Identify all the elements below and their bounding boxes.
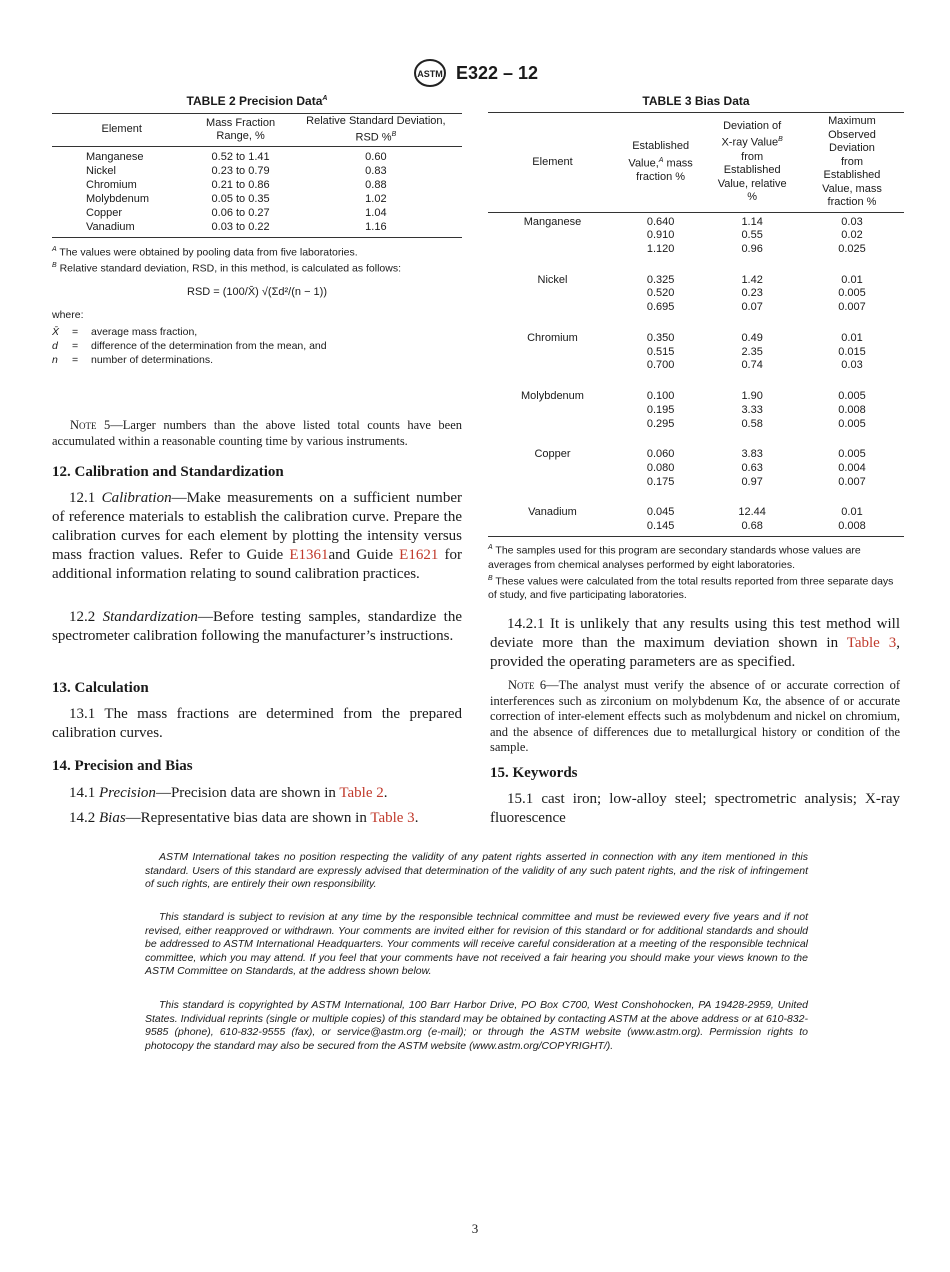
- table-2-precision: [52, 94, 462, 367]
- link-table-3[interactable]: Table 3: [846, 635, 897, 651]
- cell-max-deviation: 0.025: [838, 243, 866, 256]
- designation: E322 – 12: [455, 62, 539, 83]
- cell-max-deviation: 0.005: [838, 287, 866, 300]
- cell-established: 1.120: [646, 243, 675, 256]
- table-row: [488, 271, 904, 288]
- astm-logo-icon: [412, 58, 448, 88]
- table-row: [52, 220, 462, 238]
- group-spacer: [488, 315, 904, 329]
- cell-established: 0.080: [646, 462, 675, 475]
- cell-element: Molybdenum: [520, 390, 584, 403]
- table-row: [488, 503, 904, 520]
- cell-element: [488, 520, 617, 536]
- cell-element: Copper: [534, 448, 571, 461]
- cell-max-deviation: 0.01: [841, 331, 863, 344]
- cell-max-deviation: 0.01: [841, 506, 863, 519]
- footer-copyright-notice: This standard is copyrighted by ASTM International, 100 Barr Harbor Drive, PO Box C700, West Conshohocken, PA 19428-2959, United States. Individual reprints (single or multiple copies) of this standard may be obtained by contacting ASTM at the above address or at 610-832-9585 (phone), 610-832-9555 (fax), or service@astm.org (e-mail); or through the ASTM website (www.astm.org). Permission rights to photocopy the standard may also be secured from the ASTM website (www.astm.org/COPYRIGHT/).: [145, 999, 808, 1052]
- def-equals: =: [72, 353, 79, 366]
- cell-element: Manganese: [86, 150, 144, 163]
- para-13-1: 13.1 The mass fractions are determined from the prepared calibration curves.: [52, 706, 462, 741]
- para-14-1: 14.1 Precision—Precision data are shown in Table 2.: [69, 785, 388, 801]
- cell-element: [488, 359, 617, 373]
- cell-max-deviation: 0.01: [841, 273, 863, 286]
- table-row: [488, 229, 904, 243]
- group-spacer: [488, 490, 904, 504]
- table-row: [488, 476, 904, 490]
- cell-max-deviation: 0.005: [838, 417, 866, 430]
- page-number: 3: [471, 1221, 479, 1236]
- cell-max-deviation: 0.015: [838, 345, 866, 358]
- cell-element: Manganese: [523, 215, 582, 228]
- cell-established: 0.100: [646, 390, 675, 403]
- section-13-heading: 13. Calculation: [52, 680, 149, 696]
- cell-max-deviation: 0.007: [838, 475, 866, 488]
- def-symbol: n: [52, 353, 58, 366]
- rsd-formula: RSD = (100/X̄) √(Σd²/(n − 1)): [187, 285, 327, 298]
- group-spacer: [488, 431, 904, 445]
- table-row: [488, 520, 904, 536]
- cell-element: Molybdenum: [86, 192, 149, 205]
- cell-element: [488, 476, 617, 490]
- table-2-footnote-b: $^B$ Relative standard deviation, RSD, in this method, is calculated as follows:: [52, 262, 402, 275]
- footer-patent-notice: ASTM International takes no position respecting the validity of any patent rights asserted in connection with any item mentioned in this standard. Users of this standard are expressly advised that determination of the validity of any such patent rights, and the risk of infringement of such rights, are entirely their own responsibility.: [145, 851, 808, 891]
- cell-established: 0.700: [646, 359, 675, 372]
- table-2-footnote-a: $^A$ The values were obtained by pooling data from five laboratories.: [52, 245, 358, 259]
- cell-max-deviation: 0.004: [838, 462, 866, 475]
- cell-established: 0.695: [646, 301, 675, 314]
- cell-established: 0.515: [646, 345, 675, 358]
- cell-established: 0.145: [617, 520, 704, 536]
- section-14-heading: 14. Precision and Bias: [52, 758, 193, 774]
- table-row: [488, 301, 904, 315]
- cell-max-deviation: 0.03: [841, 359, 863, 372]
- def-symbol: d: [52, 339, 58, 352]
- cell-deviation: 0.63: [741, 462, 763, 475]
- table-row: [488, 359, 904, 373]
- table-row: [52, 164, 462, 178]
- cell-element: Chromium: [86, 178, 137, 191]
- cell-deviation: 2.35: [741, 345, 763, 358]
- table-2-caption: TABLE 2 Precision Data$^A$: [186, 94, 328, 108]
- cell-deviation: 1.14: [741, 215, 763, 228]
- col-range: Mass Fraction Range, %: [191, 114, 289, 147]
- cell-range: 0.06 to 0.27: [211, 206, 270, 219]
- link-e1621[interactable]: E1621: [399, 547, 439, 563]
- table-row: [488, 387, 904, 404]
- cell-established: 0.640: [646, 215, 675, 228]
- def-description: difference of the determination from the mean, and: [91, 339, 327, 352]
- col-max-deviation: Maximum Observed Deviation from Established Value, mass fraction %: [800, 113, 904, 213]
- col-element: Element: [52, 114, 191, 147]
- page-header: [0, 58, 950, 88]
- link-table-3[interactable]: Table 3: [370, 810, 415, 826]
- col-deviation: Deviation of X-ray Value$^B$ from Established Value, relative %: [704, 113, 800, 213]
- def-description: average mass fraction,: [91, 325, 198, 338]
- cell-range: 0.03 to 0.22: [191, 220, 289, 238]
- link-table-2[interactable]: Table 2: [339, 785, 384, 801]
- cell-deviation: 1.42: [741, 273, 763, 286]
- cell-element: Copper: [86, 206, 123, 219]
- table-row: [488, 329, 904, 346]
- cell-max-deviation: 0.005: [838, 448, 866, 461]
- cell-deviation: 0.58: [741, 417, 763, 430]
- cell-deviation: 0.07: [741, 301, 763, 314]
- table-row: [488, 212, 904, 229]
- cell-rsd: 1.02: [365, 192, 387, 205]
- cell-max-deviation: 0.008: [838, 403, 866, 416]
- cell-deviation: 12.44: [738, 506, 766, 519]
- table-3-footnote-b: $^B$ These values were calculated from the total results reported from three separate days of study, and five participating laboratories.: [488, 574, 894, 602]
- cell-established: 0.045: [646, 506, 675, 519]
- section-15-heading: 15. Keywords: [490, 765, 578, 781]
- cell-range: 0.52 to 1.41: [211, 150, 270, 163]
- cell-deviation: 0.49: [741, 331, 763, 344]
- def-equals: =: [72, 339, 79, 352]
- group-spacer: [488, 373, 904, 387]
- table-row: [488, 287, 904, 301]
- cell-deviation: 0.55: [741, 229, 763, 242]
- cell-element: [488, 287, 617, 301]
- cell-deviation: 0.23: [741, 287, 763, 300]
- where-label: where:: [52, 308, 84, 321]
- cell-established: 0.295: [646, 417, 675, 430]
- cell-deviation: 0.96: [741, 243, 763, 256]
- cell-deviation: 1.90: [741, 390, 763, 403]
- para-12-1: 12.1 Calibration—Make measurements on a sufficient number of reference materials to establish the calibration curve. Prepare the calibration curves for each element by plotting the intensity versus mass fraction values. Refer to Guide E1361and Guide E1621 for additional information relating to sound calibration practices.: [52, 490, 463, 582]
- cell-element: Chromium: [527, 331, 578, 344]
- cell-deviation: 0.68: [704, 520, 800, 536]
- col-element: Element: [488, 113, 617, 213]
- section-12-heading: 12. Calibration and Standardization: [52, 464, 284, 480]
- cell-deviation: 0.74: [741, 359, 763, 372]
- def-description: number of determinations.: [91, 353, 213, 366]
- cell-element: Vanadium: [528, 506, 577, 519]
- cell-max-deviation: 0.005: [838, 390, 866, 403]
- cell-element: [488, 301, 617, 315]
- cell-rsd: 0.60: [365, 150, 387, 163]
- svg-text:ASTM: ASTM: [417, 69, 443, 79]
- table-row: [488, 404, 904, 418]
- cell-element: Vanadium: [52, 220, 191, 238]
- cell-element: [488, 418, 617, 432]
- cell-rsd: 1.16: [290, 220, 462, 238]
- cell-rsd: 0.83: [365, 164, 387, 177]
- link-e1361[interactable]: E1361: [289, 547, 329, 563]
- cell-established: 0.175: [646, 475, 675, 488]
- cell-element: [488, 404, 617, 418]
- cell-element: Nickel: [537, 273, 568, 286]
- col-established: Established Value,$^A$ mass fraction %: [617, 113, 704, 213]
- def-equals: =: [72, 325, 79, 338]
- cell-established: 0.910: [646, 229, 675, 242]
- cell-established: 0.195: [646, 403, 675, 416]
- group-spacer: [488, 257, 904, 271]
- cell-range: 0.23 to 0.79: [211, 164, 270, 177]
- definition-row: [52, 353, 462, 367]
- def-symbol: X̄: [52, 325, 60, 338]
- table-row: [52, 146, 462, 164]
- para-12-2: 12.2 Standardization—Before testing samples, standardize the spectrometer calibration following the manufacturer’s instructions.: [52, 609, 462, 644]
- table-3-footnote-a: $^A$ The samples used for this program are secondary standards whose values are averages from chemical analyses performed by eight laboratories.: [488, 544, 861, 571]
- table-row: [488, 243, 904, 257]
- cell-element: [488, 229, 617, 243]
- note-5: Note 5—Larger numbers than the above listed total counts have been accumulated within a reasonable counting time by various instruments.: [52, 418, 462, 448]
- cell-element: [488, 243, 617, 257]
- cell-max-deviation: 0.03: [841, 215, 863, 228]
- cell-max-deviation: 0.008: [800, 520, 904, 536]
- footer-revision-notice: This standard is subject to revision at any time by the responsible technical committee and must be reviewed every five years and if not revised, either reapproved or withdrawn. Your comments are invited either for revision of this standard or for additional standards and should be addressed to ASTM International Headquarters. Your comments will receive careful consideration at a meeting of the responsible technical committee, which you may attend. If you feel that your comments have not received a fair hearing you should make your views known to the ASTM Committee on Standards, at the address shown below.: [145, 911, 808, 978]
- definition-row: [52, 339, 462, 353]
- table-row: [52, 192, 462, 206]
- cell-max-deviation: 0.007: [838, 301, 866, 314]
- para-14-2-1: 14.2.1 It is unlikely that any results using this test method will deviate more than the maximum deviation shown in Table 3, provided the operating parameters are as specified.: [490, 616, 900, 670]
- cell-deviation: 3.33: [741, 403, 763, 416]
- para-15-1: 15.1 cast iron; low-alloy steel; spectrometric analysis; X-ray fluorescence: [490, 791, 900, 826]
- cell-range: 0.05 to 0.35: [211, 192, 270, 205]
- cell-rsd: 1.04: [365, 206, 387, 219]
- cell-rsd: 0.88: [365, 178, 387, 191]
- note-6: Note 6—The analyst must verify the absence of or accurate correction of interferences such as zirconium on molybdenum Kα, the absence of or accurate correction of inter-element effects such as molybdenum and nickel on chromium, and the absence of differences due to metallurgical history or condition of the sample.: [490, 678, 900, 754]
- table-row: [52, 206, 462, 220]
- para-14-2: 14.2 Bias—Representative bias data are shown in Table 3.: [69, 810, 419, 826]
- table-row: [52, 178, 462, 192]
- cell-established: 0.060: [646, 448, 675, 461]
- table-row: [488, 346, 904, 360]
- cell-established: 0.350: [646, 331, 675, 344]
- cell-established: 0.325: [646, 273, 675, 286]
- cell-deviation: 3.83: [741, 448, 763, 461]
- cell-established: 0.520: [646, 287, 675, 300]
- cell-range: 0.21 to 0.86: [211, 178, 270, 191]
- col-rsd: Relative Standard Deviation, RSD %$^B$: [290, 114, 462, 147]
- definition-row: [52, 325, 462, 339]
- cell-element: Nickel: [86, 164, 116, 177]
- cell-deviation: 0.97: [741, 475, 763, 488]
- cell-element: [488, 346, 617, 360]
- table-3-bias: [488, 94, 904, 602]
- table-row: [488, 418, 904, 432]
- table-row: [488, 462, 904, 476]
- table-row: [488, 445, 904, 462]
- table-3-caption: TABLE 3 Bias Data: [642, 94, 750, 108]
- cell-max-deviation: 0.02: [841, 229, 863, 242]
- cell-element: [488, 462, 617, 476]
